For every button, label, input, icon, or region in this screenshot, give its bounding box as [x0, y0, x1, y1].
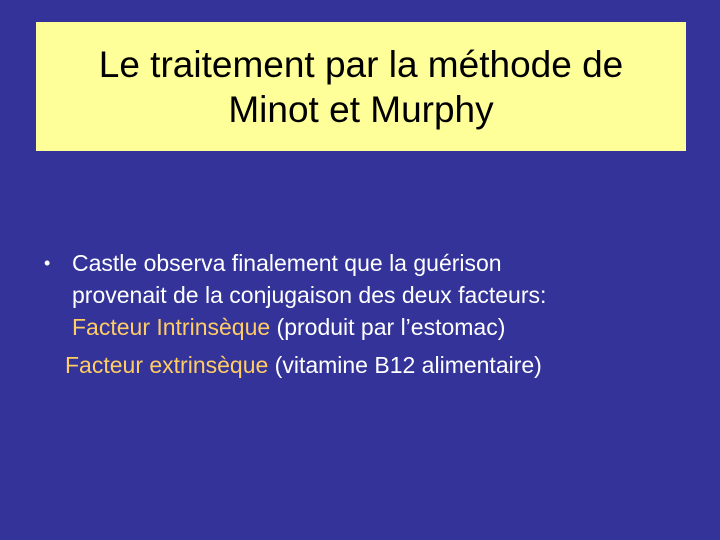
extrinsic-factor-term: Facteur extrinsèque: [65, 352, 269, 378]
slide-title-line-2: Minot et Murphy: [228, 88, 494, 130]
extrinsic-factor-description: (vitamine B12 alimentaire): [268, 352, 542, 378]
intrinsic-factor-description: (produit par l’estomac): [270, 314, 506, 340]
body-line-2: provenait de la conjugaison des deux facteurs:: [72, 282, 547, 308]
intrinsic-factor-term: Facteur Intrinsèque: [72, 314, 271, 340]
body-line-1: Castle observa finalement que la guérison: [72, 250, 502, 276]
slide-title-line-1: Le traitement par la méthode de: [98, 43, 624, 85]
bullet-icon: •: [44, 253, 51, 273]
slide-title-box: [36, 22, 686, 151]
body-line-4: [65, 349, 542, 381]
body-line-3: [72, 311, 505, 343]
